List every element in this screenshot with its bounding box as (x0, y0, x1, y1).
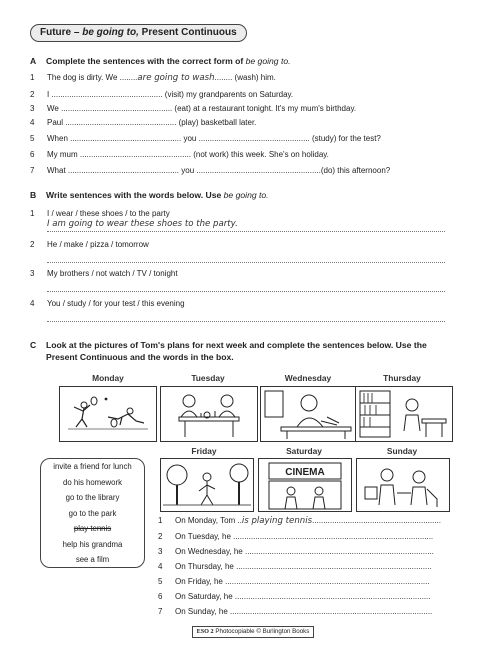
saturday-picture (258, 458, 352, 512)
answer-text[interactable]: is playing tennis (241, 516, 313, 526)
word-box-item: go to the park (68, 508, 117, 518)
exercise-a-item-7[interactable]: 7 What .................................................. you ........................................................(do) this afternoon? (30, 166, 391, 175)
tennis-players-illustration (60, 387, 156, 441)
homework-illustration (261, 387, 357, 441)
park-illustration (161, 459, 253, 511)
word-box-item: see a film (75, 555, 110, 564)
day-label-thursday: Thursday (383, 373, 421, 383)
library-illustration (356, 387, 452, 441)
exercise-c-item-1: 1 On Monday, Tom ..is playing tennis.......................................................... (158, 516, 441, 526)
exercise-c-item-3[interactable]: 3 On Wednesday, he ..................................................................................... (158, 547, 434, 556)
monday-picture (59, 386, 157, 442)
word-box (40, 458, 145, 568)
word-box-item: invite a friend for lunch (53, 462, 132, 471)
exercise-c-item-6[interactable]: 6 On Saturday, he ........................................................................................ (158, 592, 431, 601)
friends-lunch-illustration (161, 387, 257, 441)
exercise-c-item-7[interactable]: 7 On Sunday, he ........................................................................................... (158, 607, 433, 616)
section-c-heading: C Look at the pictures of Tom's plans for next week and complete the sentences below. Use the (30, 340, 427, 350)
thursday-picture (355, 386, 453, 442)
word-box-item: help his grandma (62, 539, 123, 549)
exercise-a-item-5[interactable]: 5 When .................................................. you .................................................. (study) for the test? (30, 134, 381, 143)
wednesday-picture (260, 386, 358, 442)
day-label-sunday: Sunday (386, 446, 418, 456)
cinema-sign-text: CINEMA (285, 467, 325, 478)
answer-line-b1[interactable] (47, 219, 445, 232)
cinema-illustration (259, 459, 351, 511)
worksheet-title: Future – be going to, Present Continuous (30, 24, 247, 42)
day-label-saturday: Saturday (286, 446, 322, 456)
answer-text: I am going to wear these shoes to the party. (47, 219, 238, 229)
exercise-c-item-2[interactable]: 2 On Tuesday, he .......................................................................................... (158, 532, 434, 541)
friday-picture (160, 458, 254, 512)
exercise-b-prompt-2: 2 He / make / pizza / tomorrow (30, 240, 149, 249)
answer-line-b4[interactable] (47, 311, 445, 322)
answer-text[interactable]: are going to wash (137, 73, 215, 83)
exercise-c-item-5[interactable]: 5 On Friday, he ............................................................................................ (158, 577, 430, 586)
exercise-b-prompt-4: 4 You / study / for your test / this evening (30, 299, 185, 308)
exercise-a-item-2[interactable]: 2 I .................................................. (visit) my grandparents on Saturday. (30, 90, 294, 99)
tuesday-picture (160, 386, 258, 442)
exercise-b-prompt-3: 3 My brothers / not watch / TV / tonight (30, 269, 178, 278)
section-a-heading: A Complete the sentences with the correct form of be going to. (30, 56, 291, 66)
day-label-wednesday: Wednesday (284, 373, 332, 383)
word-box-item: play tennis (73, 524, 112, 533)
exercise-a-item-4[interactable]: 4 Paul .................................................. (play) basketball later. (30, 118, 257, 127)
day-label-monday: Monday (92, 373, 124, 383)
section-c-heading-line-2: Present Continuous and the words in the box. (46, 352, 234, 362)
word-box-item: go to the library (65, 493, 120, 502)
section-b-heading: B Write sentences with the words below. Use be going to. (30, 190, 269, 200)
day-label-friday: Friday (191, 446, 217, 456)
exercise-a-item-6[interactable]: 6 My mum .................................................. (not work) this week. She's on holiday. (30, 150, 329, 159)
exercise-c-item-4[interactable]: 4 On Thursday, he ........................................................................................ (158, 562, 432, 571)
word-box-item: do his homework (63, 477, 122, 487)
exercise-a-item-3[interactable]: 3 We .................................................. (eat) at a restaurant tonight. It's my mum's birthday. (30, 104, 357, 113)
exercise-b-prompt-1: 1 I / wear / these shoes / to the party (30, 209, 170, 218)
answer-line-b3[interactable] (47, 281, 445, 292)
answer-line-b2[interactable] (47, 252, 445, 263)
exercise-a-item-1: 1 The dog is dirty. We ........are going to wash........ (wash) him. (30, 73, 276, 83)
sunday-picture (356, 458, 450, 512)
day-label-tuesday: Tuesday (191, 373, 225, 383)
footer-badge: ESO 2 Photocopiable © Burlington Books (192, 626, 314, 638)
helping-grandma-illustration (357, 459, 449, 511)
